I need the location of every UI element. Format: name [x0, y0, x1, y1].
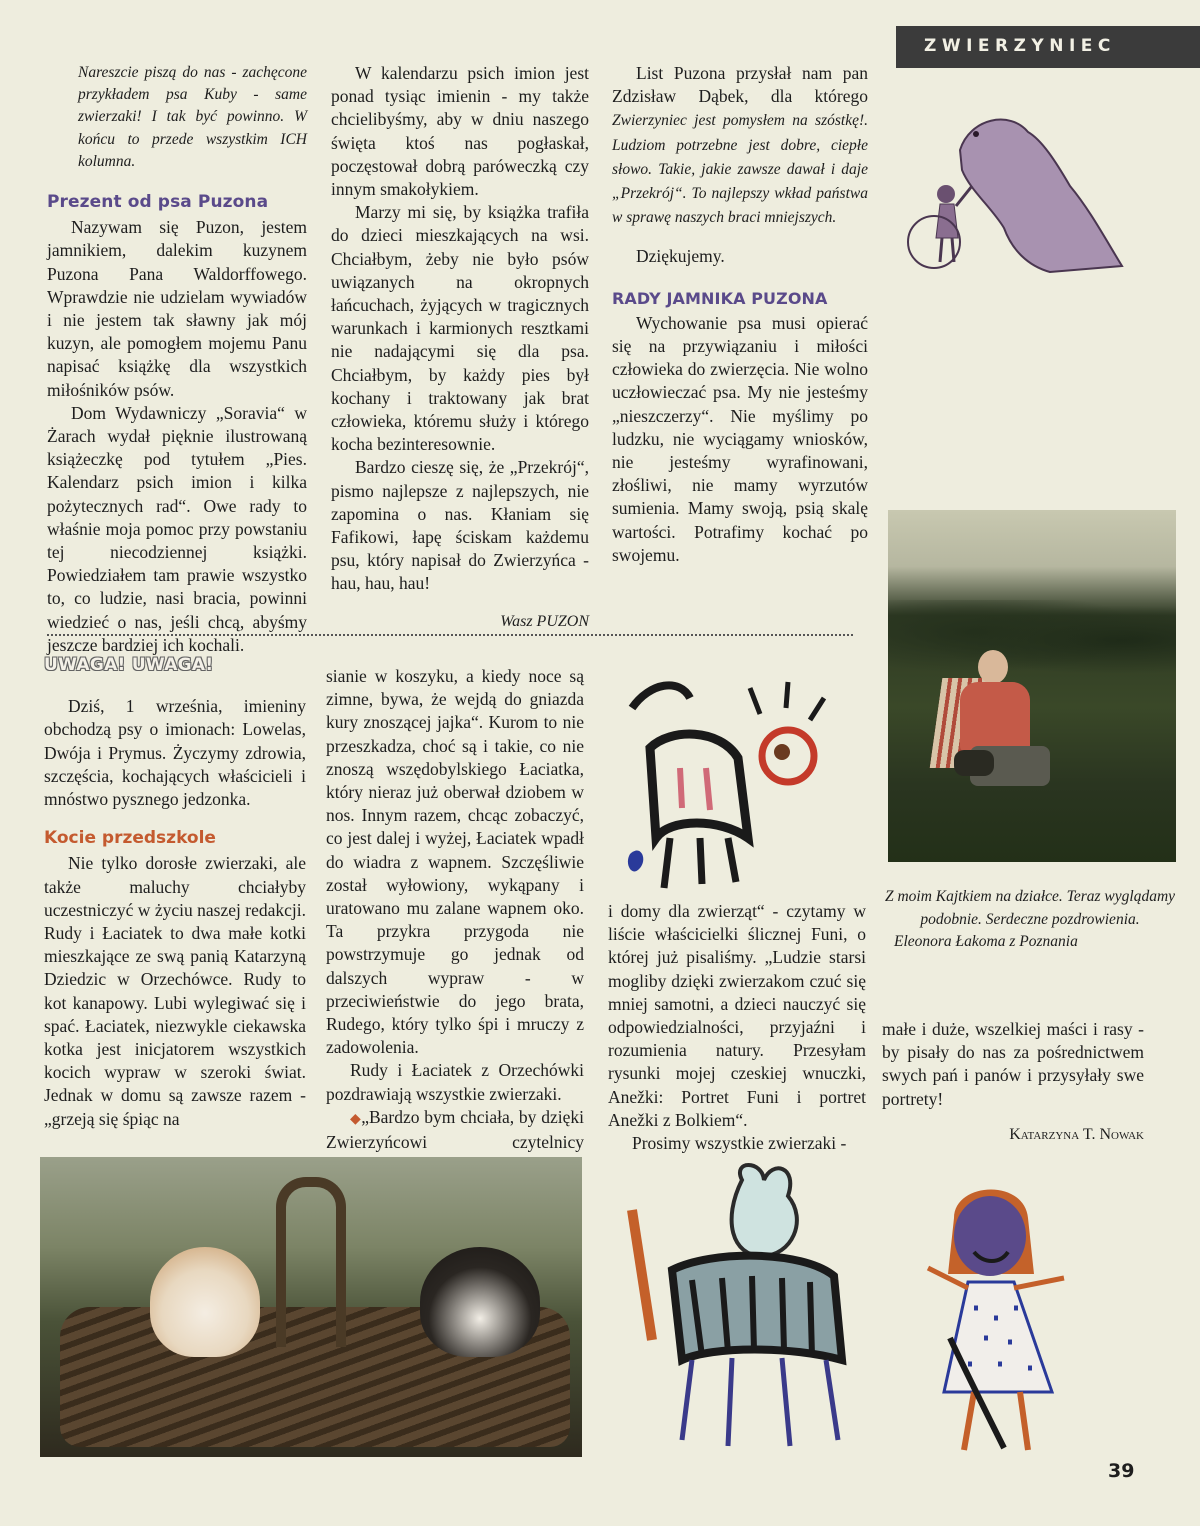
lower4-para-1: małe i duże, wszelkiej maści i rasy - by pisały do nas za pośrednictwem swych pań i panów i przysyłały swe portrety!	[882, 1019, 1144, 1109]
child-drawing-girl	[914, 1178, 1084, 1468]
signature: Wasz PUZON	[500, 612, 589, 630]
child-body	[936, 204, 958, 238]
marmot-eye	[973, 131, 979, 137]
lower-column-2	[326, 665, 584, 1177]
drawing-blue-mark	[628, 851, 643, 872]
funi-head	[732, 1165, 797, 1256]
child-legs	[940, 238, 954, 262]
heading-kocie: Kocie przedszkole	[44, 828, 216, 849]
basket-handle	[276, 1177, 346, 1347]
photo-caption-author: Eleonora Łakoma z Poznania	[894, 933, 1078, 950]
diamond-icon: ◆	[350, 1111, 362, 1127]
col3-thanks: Dziękujemy.	[636, 246, 725, 267]
child-drawing-figure	[610, 668, 858, 898]
girl-face	[954, 1196, 1026, 1276]
photo-dog	[954, 750, 994, 776]
column-3	[612, 62, 868, 567]
kitten-right	[420, 1247, 540, 1357]
col1-para-2: Dom Wydawniczy „Soravia“ w Żarach wydał pięknie ilustrowaną książeczkę pod tytułem „Pies. Kalendarz psich imion i kilka pożytecznych rad“. Owe rady to właśnie moja pomoc przy powstaniu tej niecodziennej książki. Powiedziałem tam prawie wszystko to, co ludzie, nasi bracia, powinni wiedzieć o nas, jeśli chcą, abyśmy jeszcze bardziej ich kochali.	[47, 402, 307, 655]
kitten-left	[150, 1247, 260, 1357]
heading-rady: RADY JAMNIKA PUZONA	[612, 288, 828, 308]
heading-prezent: Prezent od psa Puzona	[47, 192, 269, 213]
col3-para-3: Wychowanie psa musi opierać się na przywiązaniu i miłości człowieka do zwierzęcia. Nie wolno uczłowieczać psa. My nie jesteśmy „nieszczerzy“. Nie myślimy po ludzku, nie wyciągamy wniosków, nie jesteśmy wyrafinowani, złośliwi, nie mamy wyrzutów sumienia. Mamy swoją, psią skalę wartości. Potrafimy kochać po swojemu.	[612, 312, 868, 565]
col3-para-1-text: List Puzona przysłał nam pan Zdzisław Dąbek, dla którego	[612, 63, 868, 107]
lower2-para-2: Rudy i Łaciatek z Orzechówki pozdrawiają wszystkie zwierzaki.	[326, 1060, 584, 1104]
girl-legs	[964, 1392, 1028, 1450]
col3-para-1	[612, 62, 868, 229]
marmot-paw	[956, 186, 972, 206]
child-drawing-funi	[612, 1160, 902, 1460]
drawing-antenna	[750, 682, 824, 720]
photo-kittens-basket	[40, 1157, 582, 1457]
marmot-illustration	[900, 90, 1150, 290]
drawing-stroke-body	[650, 734, 748, 838]
column-1	[47, 62, 307, 657]
lower2-para-1: sianie w koszyku, a kiedy noce są zimne, bywa, że wejdą do gniazda kury znoszącej jajka“. Kurom to nie przeszkadza, choć są i takie, co nie znoszą wszędobylskiego Łaciatka, który nieraz już oberwał dziobem w nos. Innym razem, chcąc zobaczyć, co jest dalej i wyżej, Łaciatek wpadł do wiadra z wapnem. Szczęśliwie został wyłowiony, wykąpany i uratowano mu zalane wapnem oko. Ta przykra przygoda nie powstrzymuje go jednak od dalszych wypraw - w przeciwieństwie do jego brata, Rudego, który tylko śpi i mruczy z zadowolenia.	[326, 666, 584, 1058]
girl-dress	[944, 1282, 1052, 1392]
intro-text: Nareszcie piszą do nas - zachęcone przykładem psa Kuby - same zwierzaki! I tak być powinno. W końcu to przede wszystkim ICH kolumna.	[78, 64, 307, 170]
lower2-para-3-text: „Bardzo bym chciała, by dzięki Zwierzyńcowi czytelnicy	[326, 1106, 584, 1153]
column-2	[331, 62, 589, 633]
photo-trees	[888, 600, 1176, 680]
funi-tail	[632, 1210, 652, 1340]
lower-column-3	[608, 900, 866, 1155]
photo-woman-head	[978, 650, 1008, 684]
funi-legs	[682, 1358, 838, 1446]
section-divider	[47, 634, 853, 636]
photo-woman-dog	[888, 510, 1176, 862]
lower1-para-1: Dziś, 1 września, imieniny obchodzą psy o imionach: Lowelas, Dwója i Prymus. Życzymy zdrowia, szczęścia, kochających właścicieli i mnóstwo pysznego jedzonka.	[44, 696, 306, 810]
lower1-para-2: Nie tylko dorosłe zwierzaki, ale także maluchy chciałyby uczestniczyć w życiu naszej redakcji. Rudy i Łaciatek to dwa małe kotki mieszkające ze swą panią Katarzyną Dziedzic w Orzechówce. Rudy to kot kanapowy. Lubi wylegiwać się i spać. Łaciatek, niezwykle ciekawska kotka jest inicjatorem wszystkich kocich wypraw w szeroki świat. Jednak w domu są zawsze razem - „grzeją się śpiąc na	[44, 853, 306, 1129]
drawing-eye	[774, 744, 790, 760]
col1-para-1: Nazywam się Puzon, jestem jamnikiem, dalekim kuzynem Puzona Pana Waldorffowego. Wprawdzie nie udzielam wywiadów i nie jestem tak sławny jak mój kuzyn, ale pomogłem mojemu Panu napisać książkę dla wszystkich miłośników psów.	[47, 217, 307, 400]
lower-column-4	[882, 1018, 1144, 1146]
drawing-stroke-head	[632, 685, 690, 708]
section-title: ZWIERZYNIEC	[924, 36, 1116, 56]
col3-para-1-italic: Zwierzyniec jest pomysłem na szóstkę!. Ludziom potrzebne jest dobre, ciepłe słowo. Takie, jakie zawsze dawał i daje „Przekrój“. To najlepszy wkład państwa w sprawę naszych braci mniejszych.	[612, 112, 868, 227]
heading-uwaga: UWAGA! UWAGA!	[44, 655, 214, 675]
photo-caption	[880, 886, 1180, 954]
section-header	[896, 26, 1200, 68]
col2-para-2: Marzy mi się, by książka trafiła do dzieci mieszkających na wsi. Chciałbym, żeby nie było psów uwiązanych na okropnych łańcuchach, żyjących w tragicznych warunkach i karmionych resztkami nie nadającymi się dla psa. Chciałbym, by każdy pies był kochany i traktowany jak brat człowieka, któremu służy i którego kocha bezinteresownie.	[331, 202, 589, 455]
marmot-body	[960, 120, 1122, 272]
page-number: 39	[1108, 1460, 1135, 1482]
photo-caption-text: Z moim Kajtkiem na działce. Teraz wyglądamy podobnie. Serdeczne pozdrowienia.	[884, 888, 1176, 928]
photo-woman-body	[960, 682, 1030, 752]
col2-para-1: W kalendarzu psich imion jest ponad tysiąc imienin - my także chcielibyśmy, aby w dniu naszego święta ktoś nas pogłaskał, poczęstował dobrą paróweczką czy innym smakołykiem.	[331, 63, 589, 200]
col2-para-3: Bardzo cieszę się, że „Przekrój“, pismo najlepsze z najlepszych, nie zapomina o nas. Kłaniam się Fafikowi, łapę ściskam każdemu psu, który napisał do Zwierzyńca - hau, hau, hau!	[331, 457, 589, 594]
lower3-para-1: i domy dla zwierząt“ - czytamy w liście właścicielki ślicznej Funi, o której już pisaliśmy. „Ludzie starsi mogliby dzięki zwierzakom czuć się mniej samotni, a dzieci nauczyć się odpowiedzialności, przyjaźni i rozumienia natury. Przesyłam rysunki mojej czeskiej wnuczki, Anežki: Portret Funi i portret Anežki z Bolkiem“.	[608, 901, 866, 1130]
lower-column-1	[44, 654, 306, 1131]
drawing-stroke-legs	[664, 838, 736, 888]
drawing-stroke-pink	[680, 768, 710, 810]
child-head	[937, 185, 955, 203]
lower3-para-2: Prosimy wszystkie zwierzaki -	[632, 1133, 847, 1154]
author-name: Katarzyna T. Nowak	[1009, 1125, 1144, 1143]
